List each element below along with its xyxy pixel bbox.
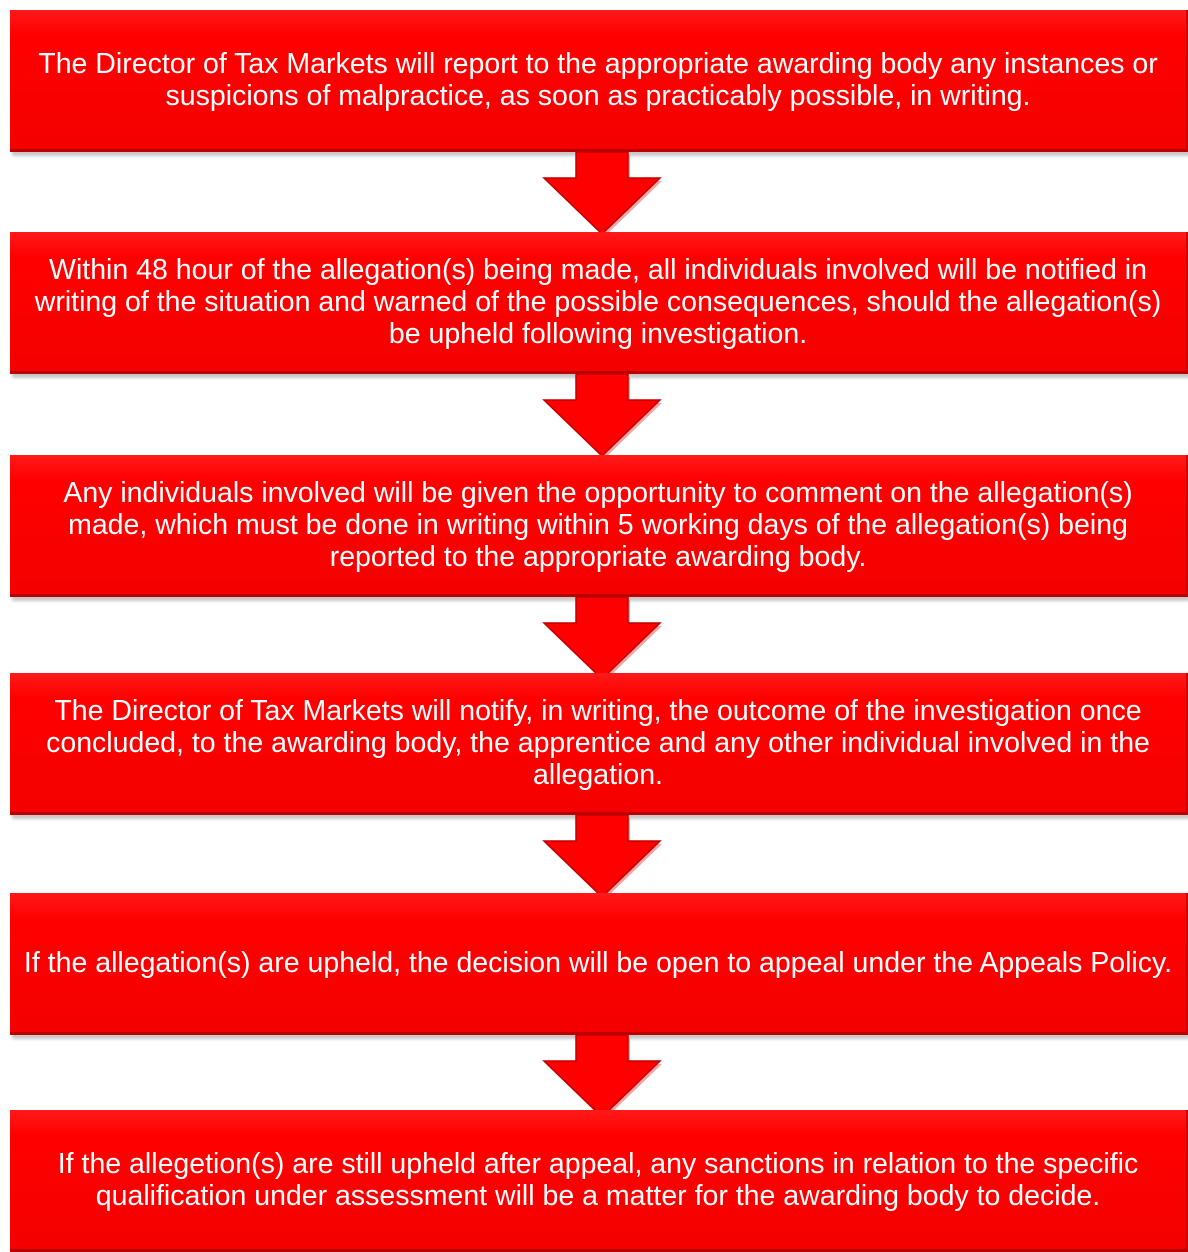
down-arrow-icon [542, 152, 662, 236]
down-arrow-icon [542, 597, 662, 681]
down-arrow-icon [542, 815, 662, 899]
step-box-1 [10, 10, 1188, 152]
step-box-3 [10, 455, 1188, 597]
step-box-2 [10, 232, 1188, 374]
step-box-4 [10, 673, 1188, 815]
step-text-1: The Director of Tax Markets will report to the appropriate awarding body any instances or suspicions of malpractice, as soon as practicably possible, in writing. [38, 47, 1158, 112]
step-box-5 [10, 893, 1188, 1035]
step-box-6 [10, 1110, 1188, 1252]
step-text-3: Any individuals involved will be given the opportunity to comment on the allegation(s) made, which must be done in writing within 5 working days of the allegation(s) being reported to the appropriate awarding body. [63, 476, 1133, 573]
step-text-6: If the allegetion(s) are still upheld after appeal, any sanctions in relation to the specific qualification under assessment will be a matter for the awarding body to decide. [57, 1147, 1139, 1212]
step-text-2: Within 48 hour of the allegation(s) being made, all individuals involved will be notified in writing of the situation and warned of the possible consequences, should the allegation(s) be upheld following investigation. [34, 253, 1162, 350]
down-arrow-icon [542, 1035, 662, 1119]
down-arrow-icon [542, 374, 662, 458]
step-text-5: If the allegation(s) are upheld, the decision will be open to appeal under the Appeals Policy. [23, 946, 1173, 979]
step-text-4: The Director of Tax Markets will notify, in writing, the outcome of the investigation once concluded, to the awarding body, the apprentice and any other individual involved in the allegation. [46, 694, 1150, 791]
